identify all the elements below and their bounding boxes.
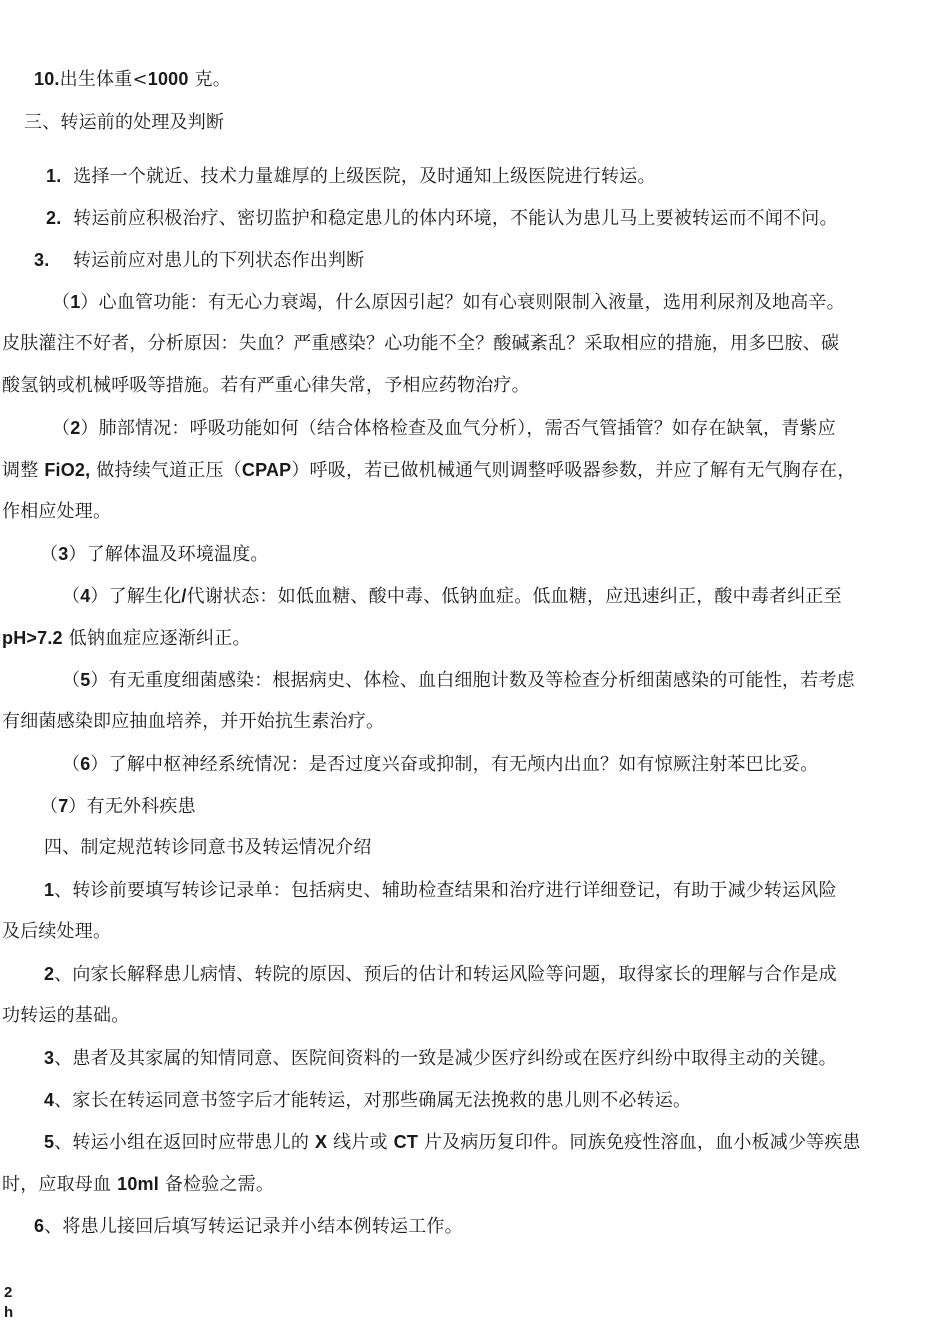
section4-item-6 xyxy=(34,1213,950,1240)
text: 备检验之需。 xyxy=(158,1174,275,1195)
item-text-end: 克。 xyxy=(188,69,231,90)
item-value: 1000 xyxy=(147,69,189,89)
list-item xyxy=(46,205,950,232)
text: 线片或 xyxy=(327,1132,394,1153)
paragraph-4-line-1: （4）了解生化/代谢状态：如低血糖、酸中毒、低钠血症。低血糖，应迅速纠正，酸中毒者纠正至 xyxy=(62,586,842,607)
section4-item-1-line-2: 及后续处理。 xyxy=(2,921,112,942)
page-footer-line-2: h xyxy=(4,1304,14,1321)
page-footer-line-1: 2 xyxy=(4,1284,13,1301)
paragraph-2-line-3: 作相应处理。 xyxy=(2,501,112,522)
section-heading-3: 三、转运前的处理及判断 xyxy=(24,112,225,133)
paragraph-3: （3）了解体温及环境温度。 xyxy=(40,544,269,565)
item-number: 1 xyxy=(44,880,55,900)
paragraph-number: 5 xyxy=(80,670,91,690)
term-ct: CT xyxy=(393,1132,419,1152)
paragraph-text: ）肺部情况：呼吸功能如何（结合体格检查及血气分析），需否气管插管？如存在缺氧，青紫应 xyxy=(80,418,836,439)
item-number: 4 xyxy=(44,1090,55,1110)
paragraph-1-line-1: （1）心血管功能：有无心力衰竭，什么原因引起？如有心衰则限制入液量，选用利尿剂及地高辛。 xyxy=(52,292,845,313)
paragraph-text: ）心血管功能：有无心力衰竭，什么原因引起？如有心衰则限制入液量，选用利尿剂及地高辛。 xyxy=(80,292,845,313)
paragraph-text: ）有无外科疾患 xyxy=(68,796,196,817)
term-ph: pH>7.2 xyxy=(2,628,63,648)
paragraph-2-line-2 xyxy=(2,457,950,484)
item-number: 10. xyxy=(34,69,60,89)
item-text: 出生体重 xyxy=(59,69,133,90)
item-text: 转运前应积极治疗、密切监护和稳定患儿的体内环境，不能认为患儿马上要被转运而不闻不问。 xyxy=(73,208,838,229)
text: 时，应取母血 xyxy=(2,1174,118,1195)
section4-item-3 xyxy=(44,1045,950,1072)
paragraph-1-line-2: 皮肤灌注不好者，分析原因：失血？严重感染？心功能不全？酸碱紊乱？采取相应的措施，用多巴胺、碳 xyxy=(2,333,840,354)
paragraph-6: （6）了解中枢神经系统情况：是否过度兴奋或抑制，有无颅内出血？如有惊厥注射苯巴比妥。 xyxy=(62,754,819,775)
paragraph-5-line-1: （5）有无重度细菌感染：根据病史、体检、血白细胞计数及等检查分析细菌感染的可能性，若考虑 xyxy=(62,670,855,691)
paragraph-2-line-1: （2）肺部情况：呼吸功能如何（结合体格检查及血气分析），需否气管插管？如存在缺氧，青紫应 xyxy=(52,418,836,439)
term-cpap: CPAP xyxy=(241,460,292,480)
paragraph-number: 1 xyxy=(70,292,81,312)
item-number: 3 xyxy=(44,1048,55,1068)
text: 做持续气道正压（ xyxy=(90,460,242,481)
section4-item-5-line-1 xyxy=(44,1129,950,1156)
term-10ml: 10ml xyxy=(117,1174,159,1194)
paragraph-4-line-2 xyxy=(2,625,950,652)
paragraph-number: 6 xyxy=(80,754,91,774)
section4-item-2-line-1 xyxy=(44,961,950,988)
item-number: 3. xyxy=(34,250,50,270)
item-text: 、转诊前要填写转诊记录单：包括病史、辅助检查结果和治疗进行详细登记，有助于减少转运风险 xyxy=(54,880,837,901)
item-number: 2. xyxy=(46,208,62,228)
item-number: 1. xyxy=(46,166,62,186)
item-text: 、患者及其家属的知情同意、医院间资料的一致是减少医疗纠纷或在医疗纠纷中取得主动的关键。 xyxy=(54,1048,837,1069)
item-text: 、将患儿接回后填写转运记录并小结本例转运工作。 xyxy=(44,1216,463,1237)
text: 调整 xyxy=(2,460,45,481)
section4-item-5-line-2 xyxy=(2,1171,950,1198)
paragraph-text: ）有无重度细菌感染：根据病史、体检、血白细胞计数及等检查分析细菌感染的可能性，若考虑 xyxy=(90,670,855,691)
paragraph-7: （7）有无外科疾患 xyxy=(40,796,196,817)
text: ）呼吸，若已做机械通气则调整呼吸器参数，并应了解有无气胸存在， xyxy=(291,460,856,481)
item-text: 、家长在转运同意书签字后才能转运，对那些确属无法挽救的患儿则不必转运。 xyxy=(54,1090,692,1111)
item-10 xyxy=(34,66,950,93)
text: ）了解生化 xyxy=(90,586,182,607)
item-text: 转运前应对患儿的下列状态作出判断 xyxy=(73,250,365,271)
paragraph-text: ）了解体温及环境温度。 xyxy=(68,544,269,565)
text: 代谢状态：如低血糖、酸中毒、低钠血症。低血糖，应迅速纠正，酸中毒者纠正至 xyxy=(186,586,842,607)
term-x: X xyxy=(314,1132,328,1152)
text: 低钠血症应逐渐纠正。 xyxy=(62,628,251,649)
item-text: 、向家长解释患儿病情、转院的原因、预后的估计和转运风险等问题，取得家长的理解与合作是成 xyxy=(54,964,837,985)
item-number: 6 xyxy=(34,1216,45,1236)
term-fio2: FiO2, xyxy=(44,460,91,480)
section-heading-4: 四、制定规范转诊同意书及转运情况介绍 xyxy=(44,837,372,858)
paragraph-number: 7 xyxy=(58,796,69,816)
item-number: 5 xyxy=(44,1132,55,1152)
slash: / xyxy=(181,586,187,606)
paragraph-number: 4 xyxy=(80,586,91,606)
text: 片及病历复印件。同族免疫性溶血，血小板减少等疾患 xyxy=(418,1132,861,1153)
section4-item-1-line-1 xyxy=(44,877,950,904)
paragraph-number: 2 xyxy=(70,418,81,438)
list-item xyxy=(46,163,950,190)
paragraph-5-line-2: 有细菌感染即应抽血培养，并开始抗生素治疗。 xyxy=(2,711,385,732)
item-text: 选择一个就近、技术力量雄厚的上级医院，及时通知上级医院进行转运。 xyxy=(73,166,656,187)
paragraph-1-line-3: 酸氢钠或机械呼吸等措施。若有严重心律失常，予相应药物治疗。 xyxy=(2,375,530,396)
section4-item-2-line-2: 功转运的基础。 xyxy=(2,1005,130,1026)
section4-item-4 xyxy=(44,1087,950,1114)
less-than-sign: < xyxy=(132,69,148,90)
list-item xyxy=(34,247,950,274)
item-number: 2 xyxy=(44,964,55,984)
paragraph-text: ）了解中枢神经系统情况：是否过度兴奋或抑制，有无颅内出血？如有惊厥注射苯巴比妥。 xyxy=(90,754,819,775)
text: 、转运小组在返回时应带患儿的 xyxy=(54,1132,315,1153)
paragraph-number: 3 xyxy=(58,544,69,564)
